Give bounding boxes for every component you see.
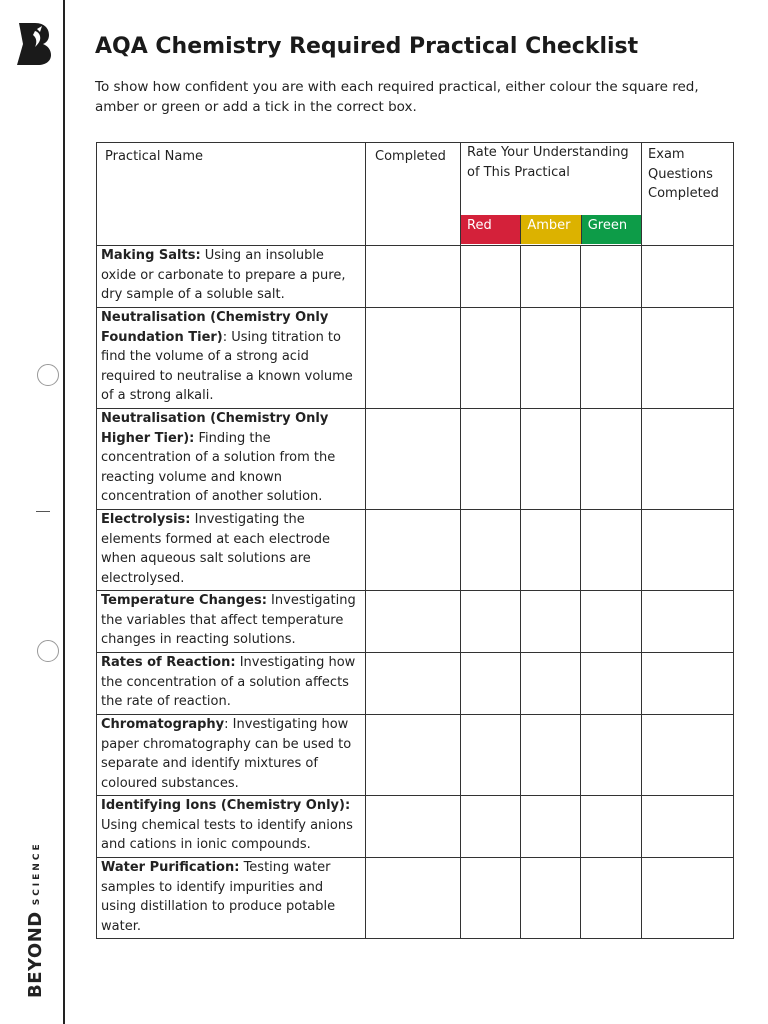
practical-description: Finding the concentration of a solution from the reacting volume and known concentration of another solution.	[101, 430, 336, 504]
rate-amber-box[interactable]	[521, 653, 581, 715]
completed-box[interactable]	[366, 510, 461, 591]
table-row	[97, 246, 734, 308]
rate-red-box[interactable]	[461, 796, 521, 858]
rate-red-box[interactable]	[461, 858, 521, 939]
exam-questions-box[interactable]	[642, 510, 734, 591]
practical-title: Rates of Reaction:	[101, 655, 236, 670]
header-exam-questions: Exam Questions Completed	[642, 143, 734, 246]
exam-questions-box[interactable]	[642, 796, 734, 858]
rag-green: Green	[581, 215, 641, 244]
table-row	[97, 409, 734, 510]
rate-green-box[interactable]	[581, 510, 642, 591]
practical-title: Making Salts:	[101, 248, 201, 263]
rate-green-box[interactable]	[581, 653, 642, 715]
rate-red-box[interactable]	[461, 246, 521, 308]
brand-wordmark	[25, 841, 46, 998]
rate-green-box[interactable]	[581, 796, 642, 858]
table-row	[97, 715, 734, 796]
fold-mark	[36, 511, 50, 512]
rate-green-box[interactable]	[581, 858, 642, 939]
completed-box[interactable]	[366, 858, 461, 939]
completed-box[interactable]	[366, 591, 461, 653]
rate-amber-box[interactable]	[521, 409, 581, 510]
practical-name-cell	[97, 246, 366, 308]
rag-amber: Amber	[520, 215, 580, 244]
practical-description: Investigating the variables that affect temperature changes in reacting solutions.	[101, 593, 356, 647]
header-completed: Completed	[366, 143, 461, 246]
practical-name-cell	[97, 409, 366, 510]
practical-title: Temperature Changes:	[101, 593, 267, 608]
table-row	[97, 591, 734, 653]
practical-description: Using an insoluble oxide or carbonate to prepare a pure, dry sample of a soluble salt.	[101, 248, 346, 302]
header-rate-understanding	[461, 143, 642, 246]
checklist-table	[96, 142, 734, 939]
rate-amber-box[interactable]	[521, 796, 581, 858]
rate-amber-box[interactable]	[521, 308, 581, 409]
practical-name-cell	[97, 653, 366, 715]
table-row	[97, 796, 734, 858]
rate-green-box[interactable]	[581, 409, 642, 510]
punch-hole-top	[37, 364, 59, 386]
rate-green-box[interactable]	[581, 246, 642, 308]
completed-box[interactable]	[366, 715, 461, 796]
rate-green-box[interactable]	[581, 308, 642, 409]
practical-title: Neutralisation (Chemistry Only Foundation Tier)	[101, 310, 329, 345]
practical-name-cell	[97, 510, 366, 591]
header-practical-name: Practical Name	[97, 143, 366, 246]
rate-amber-box[interactable]	[521, 715, 581, 796]
practical-title: Neutralisation (Chemistry Only Higher Tier):	[101, 411, 329, 446]
rate-red-box[interactable]	[461, 510, 521, 591]
rag-red: Red	[461, 215, 520, 244]
margin-line	[63, 0, 65, 1024]
intro-text: To show how confident you are with each required practical, either colour the square red, amber or green or add a tick in the correct box.	[95, 79, 699, 115]
rate-red-box[interactable]	[461, 591, 521, 653]
practical-name-cell	[97, 308, 366, 409]
exam-questions-box[interactable]	[642, 715, 734, 796]
page-title: AQA Chemistry Required Practical Checklist	[95, 34, 639, 59]
practical-description: Investigating how the concentration of a solution affects the rate of reaction.	[101, 655, 356, 709]
practical-name-cell	[97, 715, 366, 796]
completed-box[interactable]	[366, 246, 461, 308]
practical-description: Using chemical tests to identify anions and cations in ionic compounds.	[101, 817, 353, 852]
rate-red-box[interactable]	[461, 409, 521, 510]
rate-amber-box[interactable]	[521, 510, 581, 591]
rate-amber-box[interactable]	[521, 858, 581, 939]
completed-box[interactable]	[366, 653, 461, 715]
beyond-logo-icon	[15, 23, 51, 65]
practical-name-cell	[97, 591, 366, 653]
exam-questions-box[interactable]	[642, 858, 734, 939]
brand-sub: SCIENCE	[32, 841, 42, 906]
practical-description: Testing water samples to identify impurities and using distillation to produce potable water.	[101, 860, 336, 934]
table-row	[97, 653, 734, 715]
punch-hole-bottom	[37, 640, 59, 662]
table-row	[97, 858, 734, 939]
rate-red-box[interactable]	[461, 653, 521, 715]
practical-description: Investigating the elements formed at each electrode when aqueous salt solutions are electrolysed.	[101, 512, 330, 586]
exam-questions-box[interactable]	[642, 308, 734, 409]
exam-questions-box[interactable]	[642, 653, 734, 715]
rate-red-box[interactable]	[461, 715, 521, 796]
rate-title: Rate Your Understanding of This Practical	[467, 145, 629, 180]
practical-title: Electrolysis:	[101, 512, 191, 527]
practical-name-cell	[97, 858, 366, 939]
rate-amber-box[interactable]	[521, 246, 581, 308]
rag-key	[461, 215, 641, 244]
practical-title: Chromatography	[101, 717, 225, 732]
practical-description: : Investigating how paper chromatography can be used to separate and identify mixtures of coloured substances.	[101, 717, 352, 791]
completed-box[interactable]	[366, 308, 461, 409]
practical-description: : Using titration to find the volume of a strong acid required to neutralise a known volume of a strong alkali.	[101, 329, 353, 403]
rate-red-box[interactable]	[461, 308, 521, 409]
exam-questions-box[interactable]	[642, 591, 734, 653]
exam-questions-box[interactable]	[642, 246, 734, 308]
practical-title: Identifying Ions (Chemistry Only):	[101, 798, 351, 813]
rate-green-box[interactable]	[581, 715, 642, 796]
practical-title: Water Purification:	[101, 860, 240, 875]
exam-questions-box[interactable]	[642, 409, 734, 510]
completed-box[interactable]	[366, 409, 461, 510]
table-row	[97, 308, 734, 409]
table-row	[97, 510, 734, 591]
rate-green-box[interactable]	[581, 591, 642, 653]
rate-amber-box[interactable]	[521, 591, 581, 653]
completed-box[interactable]	[366, 796, 461, 858]
practical-name-cell	[97, 796, 366, 858]
brand-main: BEYOND	[25, 911, 46, 998]
header-row	[97, 143, 734, 246]
